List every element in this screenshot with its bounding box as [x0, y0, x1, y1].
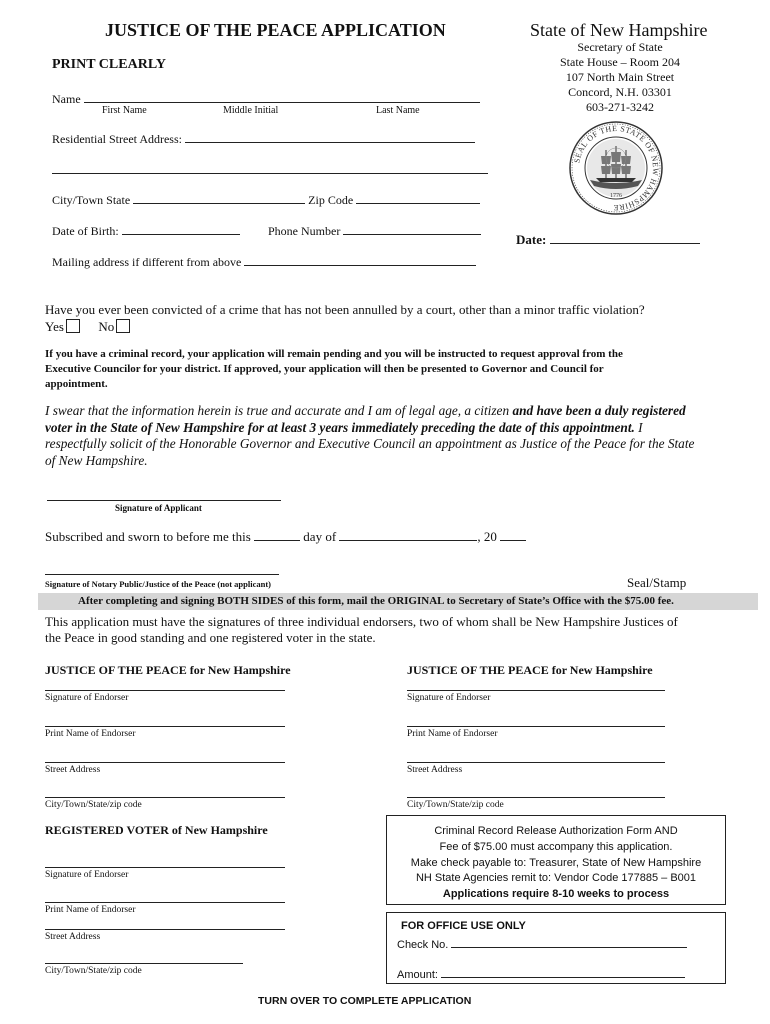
middle-initial-caption: Middle Initial [223, 105, 279, 116]
voter-endorser-heading: REGISTERED VOTER of New Hampshire [45, 823, 268, 837]
jp-endorser-2-heading: JUSTICE OF THE PEACE for New Hampshire [407, 663, 653, 677]
dob-field[interactable] [122, 222, 240, 235]
endorser-1-name-line[interactable] [45, 726, 285, 727]
date-field[interactable] [550, 230, 700, 244]
endorser-1-signature-line[interactable] [45, 690, 285, 691]
phone-row [268, 222, 481, 239]
yes-no-row [45, 319, 130, 335]
notice-line: appointment. [45, 378, 108, 390]
applicant-signature-label: Signature of Applicant [115, 503, 202, 513]
voter-city-line[interactable] [45, 963, 243, 964]
endorser-1-city-label: City/Town/State/zip code [45, 800, 142, 810]
turn-over-footer: TURN OVER TO COMPLETE APPLICATION [258, 995, 472, 1007]
city-zip-row [52, 191, 480, 208]
seal-stamp-label: Seal/Stamp [627, 575, 687, 590]
city-label: City/Town State [52, 193, 131, 207]
amount-field[interactable] [441, 966, 685, 978]
voter-name-label: Print Name of Endorser [45, 905, 136, 915]
residential-label: Residential Street Address: [52, 132, 182, 146]
mailing-field[interactable] [244, 253, 476, 266]
yes-checkbox[interactable] [66, 319, 80, 333]
date-label: Date: [516, 232, 547, 247]
oath-part: I swear that the information herein is true and accurate and I am of legal age, a citizen [45, 403, 513, 418]
print-clearly-label: PRINT CLEARLY [52, 57, 166, 72]
zip-field[interactable] [356, 191, 480, 204]
office-line: 107 North Main Street [565, 70, 675, 84]
info-line: NH State Agencies remit to: Vendor Code 177885 – B001 [415, 872, 697, 885]
jp-endorser-1-heading: JUSTICE OF THE PEACE for New Hampshire [45, 663, 291, 677]
endorser-2-city-label: City/Town/State/zip code [407, 800, 504, 810]
oath-part-bold: voter in the State of New Hampshire for at least 3 years immediately preceding the date of this appointment. [45, 419, 635, 435]
voter-street-line[interactable] [45, 929, 285, 930]
oath-part: of New Hampshire. [45, 452, 148, 468]
office-use-title: FOR OFFICE USE ONLY [401, 920, 526, 932]
conviction-question: Have you ever been convicted of a crime that has not been annulled by a court, other than a minor traffic violation? [45, 302, 645, 317]
page-title: JUSTICE OF THE PEACE APPLICATION [105, 20, 446, 40]
amount-row [397, 966, 685, 981]
mailing-row [52, 253, 476, 270]
voter-signature-line[interactable] [45, 867, 285, 868]
dob-label: Date of Birth: [52, 224, 119, 238]
state-name: State of New Hampshire [530, 20, 708, 40]
voter-city-label: City/Town/State/zip code [45, 966, 142, 976]
endorser-2-name-line[interactable] [407, 726, 665, 727]
year-prefix: , 20 [477, 529, 497, 544]
endorser-1-signature-label: Signature of Endorser [45, 693, 129, 703]
no-checkbox[interactable] [116, 319, 130, 333]
phone-label: Phone Number [268, 224, 341, 238]
dob-row [52, 222, 240, 239]
residential-field-line2[interactable] [52, 173, 488, 174]
no-label: No [98, 319, 115, 334]
year-field[interactable] [500, 527, 526, 541]
city-field[interactable] [133, 191, 305, 204]
subscribed-text: Subscribed and sworn to before me this [45, 529, 251, 544]
name-field[interactable] [84, 90, 480, 103]
office-line: Secretary of State [577, 40, 663, 54]
info-line: Criminal Record Release Authorization Form AND [434, 825, 678, 837]
endorser-2-city-line[interactable] [407, 797, 665, 798]
voter-signature-label: Signature of Endorser [45, 870, 129, 880]
voter-name-line[interactable] [45, 902, 285, 903]
endorser-2-signature-label: Signature of Endorser [407, 693, 491, 703]
office-line: State House – Room 204 [560, 55, 680, 69]
notice-line: If you have a criminal record, your application will remain pending and you will be instructed to request approval from the [45, 348, 623, 360]
endorser-2-street-label: Street Address [407, 765, 463, 775]
endorsers-intro [45, 614, 678, 646]
info-line: Fee of $75.00 must accompany this application. [439, 840, 673, 853]
office-line: 603-271-3242 [586, 100, 654, 114]
endorser-1-street-label: Street Address [45, 765, 101, 775]
applicant-signature-line[interactable] [47, 500, 281, 501]
voter-street-label: Street Address [45, 932, 101, 942]
seal-year: 1776 [610, 193, 622, 199]
subscribed-row [45, 527, 526, 545]
check-label: Check No. [397, 939, 449, 951]
seal-text: SEAL OF THE STATE OF NEW HAMPSHIRE [572, 123, 661, 213]
endorser-2-signature-line[interactable] [407, 690, 665, 691]
oath-part-bold: and have been a duly registered [512, 403, 686, 418]
state-seal-icon [568, 120, 664, 216]
office-line: Concord, N.H. 03301 [568, 85, 672, 99]
notary-signature-line[interactable] [45, 574, 279, 575]
day-of-text: day of [303, 529, 337, 544]
endorsers-intro-line: This application must have the signatures of three individual endorsers, two of whom shall be New Hampshire Justices of [45, 614, 678, 629]
name-label: Name [52, 92, 81, 106]
criminal-record-notice [45, 347, 623, 392]
yes-label: Yes [45, 319, 64, 334]
zip-label: Zip Code [308, 193, 354, 207]
endorser-1-city-line[interactable] [45, 797, 285, 798]
day-field[interactable] [254, 527, 300, 541]
office-address [540, 40, 700, 115]
residential-field[interactable] [185, 130, 475, 143]
amount-label: Amount: [397, 969, 438, 981]
last-name-caption: Last Name [376, 105, 420, 116]
mailing-instructions-banner: After completing and signing BOTH SIDES of this form, mail the ORIGINAL to Secretary of State’s Office with the $75.00 fee. [38, 593, 758, 610]
endorser-2-name-label: Print Name of Endorser [407, 729, 498, 739]
office-use-box [386, 912, 726, 984]
endorser-2-street-line[interactable] [407, 762, 665, 763]
endorsers-intro-line: the Peace in good standing and one registered voter in the state. [45, 630, 376, 645]
mailing-label: Mailing address if different from above [52, 255, 242, 269]
phone-field[interactable] [343, 222, 481, 235]
month-field[interactable] [339, 527, 477, 541]
check-row [397, 936, 687, 951]
check-number-field[interactable] [451, 936, 687, 948]
notice-line: Executive Councilor for your district. If approved, your application will then be presented to Governor and Council for [45, 363, 604, 375]
endorser-1-name-label: Print Name of Endorser [45, 729, 136, 739]
date-row [516, 230, 700, 248]
notary-signature-label: Signature of Notary Public/Justice of the Peace (not applicant) [45, 579, 272, 589]
info-line: Make check payable to: Treasurer, State of New Hampshire [410, 856, 702, 869]
processing-time: Applications require 8-10 weeks to process [442, 888, 670, 901]
residential-row [52, 130, 475, 147]
endorser-1-street-line[interactable] [45, 762, 285, 763]
oath-part: I [634, 419, 643, 435]
oath-part: respectfully solicit of the Honorable Governor and Executive Council an appointment as Justice of the Peace for the State [45, 436, 695, 451]
fee-info-box [386, 815, 726, 905]
oath-text [45, 403, 694, 469]
first-name-caption: First Name [102, 105, 147, 116]
